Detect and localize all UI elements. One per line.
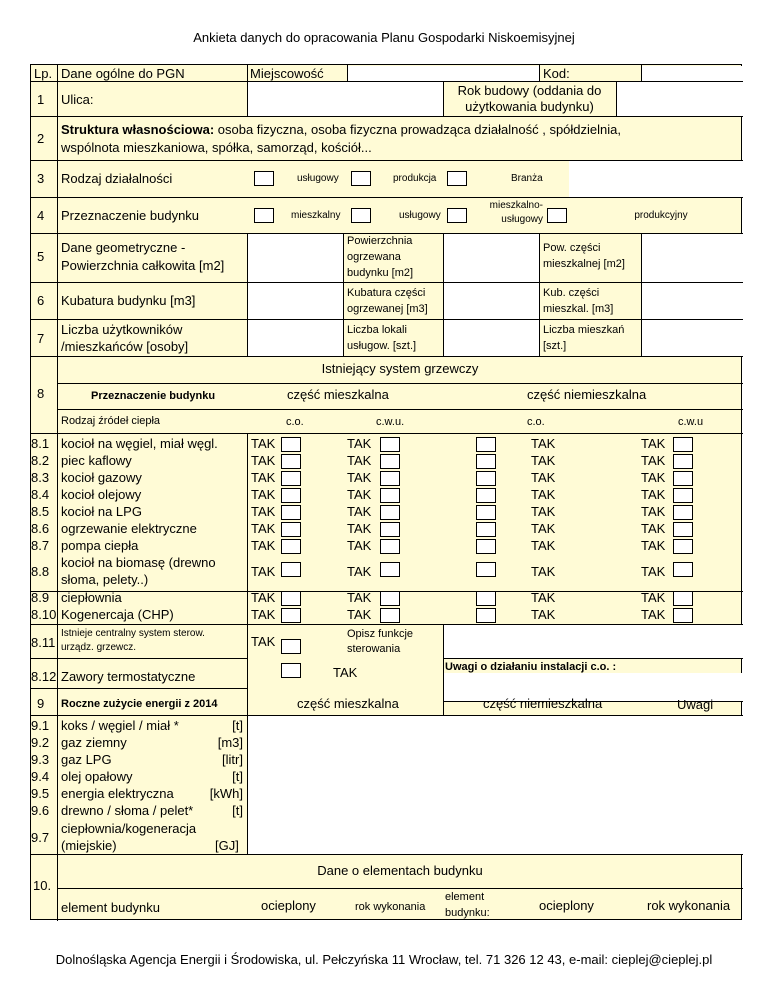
liczba-uzytkownikow-2: /mieszkańców [osoby] bbox=[61, 339, 189, 354]
tak-co2-src-2: TAK bbox=[531, 453, 556, 468]
lp-src-1: 8.1 bbox=[31, 436, 50, 451]
name-src-5: kocioł na LPG bbox=[61, 504, 142, 519]
tak-8-8-co: TAK bbox=[251, 564, 276, 579]
unit-energy-5: [kWh] bbox=[209, 786, 243, 801]
tak-cwu-src-3: TAK bbox=[347, 470, 372, 485]
tak-co-r89: TAK bbox=[251, 590, 276, 605]
tak-co-src-1: TAK bbox=[251, 436, 276, 451]
checkbox-co-src-4[interactable] bbox=[281, 488, 301, 503]
opt-produkcja: produkcja bbox=[393, 173, 437, 184]
checkbox-8-8-cwu[interactable] bbox=[380, 562, 400, 577]
opt-uslugowy-2: usługowy bbox=[399, 210, 441, 221]
kub-ogrzewana-2: ogrzewanej [m3] bbox=[347, 303, 428, 315]
element-budynku-label: element budynku bbox=[61, 900, 161, 915]
lp-src-7: 8.7 bbox=[31, 538, 50, 553]
tak-co-src-5: TAK bbox=[251, 504, 276, 519]
checkbox-produkcyjny[interactable] bbox=[547, 208, 567, 223]
tak-cwu2-r89: TAK bbox=[641, 590, 666, 605]
tak-cwu-src-5: TAK bbox=[347, 504, 372, 519]
input-kubatura[interactable] bbox=[247, 283, 343, 319]
tak-co2-src-3: TAK bbox=[531, 470, 556, 485]
przeznaczenie-label: Przeznaczenie budynku bbox=[61, 208, 200, 223]
tak-cwu2-src-3: TAK bbox=[641, 470, 666, 485]
opisz-funkcje-2: sterowania bbox=[347, 643, 401, 655]
tak-co2-r89: TAK bbox=[531, 590, 556, 605]
input-ulica[interactable] bbox=[247, 82, 443, 116]
checkbox-cwu2-r810[interactable] bbox=[673, 608, 693, 623]
name-src-4: kocioł olejowy bbox=[61, 487, 142, 502]
tak-8-8-cwu2: TAK bbox=[641, 564, 666, 579]
opt-mieszkalny: mieszkalny bbox=[291, 210, 341, 221]
checkbox-co2-r89[interactable] bbox=[476, 591, 496, 606]
lp-energy-1: 9.1 bbox=[31, 718, 50, 733]
checkbox-cwu-src-3[interactable] bbox=[380, 471, 400, 486]
input-liczba-uzytkownikow[interactable] bbox=[247, 320, 343, 356]
kod-label: Kod: bbox=[543, 66, 570, 81]
kubatura-label: Kubatura budynku [m3] bbox=[61, 293, 196, 308]
tak-cwu2-src-5: TAK bbox=[641, 504, 666, 519]
przeznaczenie-budynku-label: Przeznaczenie budynku bbox=[91, 390, 216, 402]
lp-1: 1 bbox=[37, 92, 45, 107]
ulica-label: Ulica: bbox=[61, 92, 94, 107]
name-src-2: piec kaflowy bbox=[61, 453, 132, 468]
checkbox-produkcja[interactable] bbox=[351, 171, 371, 186]
lp-src-3: 8.3 bbox=[31, 470, 50, 485]
name-energy-4: olej opałowy bbox=[61, 769, 133, 784]
tak-co-src-3: TAK bbox=[251, 470, 276, 485]
tak-zawory: TAK bbox=[333, 665, 358, 680]
checkbox-cwu-src-6[interactable] bbox=[380, 522, 400, 537]
tak-cwu2-src-4: TAK bbox=[641, 487, 666, 502]
checkbox-mieszkalny[interactable] bbox=[254, 208, 274, 223]
checkbox-cwu2-r89[interactable] bbox=[673, 591, 693, 606]
name-energy-3: gaz LPG bbox=[61, 752, 112, 767]
rok-budowy-label-1: Rok budowy (oddania do bbox=[457, 83, 602, 98]
checkbox-uslugowy[interactable] bbox=[254, 171, 274, 186]
input-pow-mieszkalna[interactable] bbox=[641, 234, 742, 282]
lp-4: 4 bbox=[37, 208, 45, 223]
name-src-1: kocioł na węgiel, miał węgl. bbox=[61, 436, 218, 451]
tak-cwu2-r810: TAK bbox=[641, 607, 666, 622]
cwu-header-2: c.w.u bbox=[678, 416, 704, 428]
name-energy-1: koks / węgiel / miał * bbox=[61, 718, 179, 733]
checkbox-uslugowy-2[interactable] bbox=[351, 208, 371, 223]
lp-energy-5: 9.5 bbox=[31, 786, 50, 801]
checkbox-cwu-r89[interactable] bbox=[380, 591, 400, 606]
zuzycie-niemieszkalna: część niemieszkalna bbox=[483, 696, 603, 711]
struktura-bold: Struktura własnościowa: bbox=[61, 122, 215, 137]
checkbox-co2-src-2[interactable] bbox=[476, 454, 496, 469]
checkbox-branza[interactable] bbox=[447, 171, 467, 186]
checkbox-8-8-co2[interactable] bbox=[476, 562, 496, 577]
name-energy-6: drewno / słoma / pelet* bbox=[61, 803, 194, 818]
cieplownia-unit: [GJ] bbox=[215, 838, 239, 853]
checkbox-cwu-src-7[interactable] bbox=[380, 539, 400, 554]
opt-produkcyjny: produkcyjny bbox=[634, 210, 688, 221]
liczba-uzytkownikow-1: Liczba użytkowników bbox=[61, 322, 183, 337]
czesc-niemieszkalna-header: część niemieszkalna bbox=[527, 387, 647, 402]
tak-co-src-2: TAK bbox=[251, 453, 276, 468]
lp-8-8: 8.8 bbox=[31, 564, 50, 579]
checkbox-co-src-2[interactable] bbox=[281, 454, 301, 469]
checkbox-co2-src-6[interactable] bbox=[476, 522, 496, 537]
tak-co2-r810: TAK bbox=[531, 607, 556, 622]
tak-cwu-src-6: TAK bbox=[347, 521, 372, 536]
dane-o-elementach-title: Dane o elementach budynku bbox=[317, 863, 483, 878]
rodzaj-zrodel-label: Rodzaj źródeł ciepła bbox=[61, 415, 161, 427]
checkbox-mieszkalno-uslugowy[interactable] bbox=[447, 208, 467, 223]
tak-cwu-src-4: TAK bbox=[347, 487, 372, 502]
dane-ogolne-label: Dane ogólne do PGN bbox=[61, 66, 185, 81]
tak-cwu-src-1: TAK bbox=[347, 436, 372, 451]
struktura-line-1 bbox=[61, 122, 621, 138]
name-energy-2: gaz ziemny bbox=[61, 735, 127, 750]
unit-energy-6: [t] bbox=[232, 803, 243, 818]
checkbox-co-src-6[interactable] bbox=[281, 522, 301, 537]
checkbox-co-src-5[interactable] bbox=[281, 505, 301, 520]
checkbox-cwu2-src-4[interactable] bbox=[673, 488, 693, 503]
checkbox-cwu2-src-7[interactable] bbox=[673, 539, 693, 554]
pow-ogrzewana-1: Powierzchnia bbox=[347, 235, 413, 247]
name-r810: Kogenercaja (CHP) bbox=[61, 607, 174, 622]
opt-mieszkalno-1: mieszkalno- bbox=[489, 200, 543, 211]
checkbox-cwu-src-5[interactable] bbox=[380, 505, 400, 520]
checkbox-cwu-src-2[interactable] bbox=[380, 454, 400, 469]
lp-2: 2 bbox=[37, 131, 45, 146]
lp-src-2: 8.2 bbox=[31, 453, 50, 468]
liczba-lokali-1: Liczba lokali bbox=[347, 324, 407, 336]
ocieplony-label-2: ocieplony bbox=[539, 898, 594, 913]
rodzaj-dzialalnosci-label: Rodzaj działalności bbox=[61, 171, 173, 186]
istniejacy-system-title: Istniejący system grzewczy bbox=[321, 361, 479, 376]
checkbox-8-11[interactable] bbox=[281, 639, 301, 654]
checkbox-co2-r810[interactable] bbox=[476, 608, 496, 623]
checkbox-cwu-r810[interactable] bbox=[380, 608, 400, 623]
lp-10: 10. bbox=[33, 878, 52, 893]
struktura-line-2: wspólnota mieszkaniowa, spółka, samorząd, kościół... bbox=[61, 140, 372, 155]
checkbox-co2-src-3[interactable] bbox=[476, 471, 496, 486]
checkbox-cwu2-src-1[interactable] bbox=[673, 437, 693, 452]
checkbox-cwu2-src-5[interactable] bbox=[673, 505, 693, 520]
centralny-system-1: Istnieje centralny system sterow. bbox=[61, 628, 205, 639]
opt-mieszkalno-2: usługowy bbox=[501, 214, 543, 225]
liczba-mieszkan-2: [szt.] bbox=[543, 340, 567, 352]
zawory-label: Zawory termostatyczne bbox=[61, 669, 196, 684]
tak-co-src-7: TAK bbox=[251, 538, 276, 553]
checkbox-cwu2-src-3[interactable] bbox=[673, 471, 693, 486]
input-kub-ogrzewana[interactable] bbox=[443, 283, 539, 319]
checkbox-co2-src-1[interactable] bbox=[476, 437, 496, 452]
name-src-7: pompa ciepła bbox=[61, 538, 139, 553]
lp-header: Lp. bbox=[34, 66, 53, 81]
tak-co2-src-7: TAK bbox=[531, 538, 556, 553]
input-branza[interactable] bbox=[569, 161, 742, 197]
tak-co2-src-1: TAK bbox=[531, 436, 556, 451]
input-kod[interactable] bbox=[641, 66, 742, 81]
liczba-mieszkan-1: Liczba mieszkań bbox=[543, 324, 625, 336]
rok-budowy-label-2: użytkowania budynku) bbox=[465, 99, 594, 114]
tak-co-src-6: TAK bbox=[251, 521, 276, 536]
tak-co2-src-6: TAK bbox=[531, 521, 556, 536]
lp-energy-3: 9.3 bbox=[31, 752, 50, 767]
page-footer: Dolnośląska Agencja Energii i Środowiska, ul. Pełczyńska 11 Wrocław, tel. 71 326 12 43, e-mail: cieplej@cieplej.pl bbox=[55, 952, 713, 967]
rok-wykonania-label: rok wykonania bbox=[355, 901, 426, 913]
lp-5: 5 bbox=[37, 249, 45, 264]
input-rok-budowy[interactable] bbox=[616, 82, 742, 116]
lp-9-7: 9.7 bbox=[31, 830, 50, 845]
input-liczba-lokali[interactable] bbox=[443, 320, 539, 356]
tak-cwu-src-7: TAK bbox=[347, 538, 372, 553]
checkbox-co-src-3[interactable] bbox=[281, 471, 301, 486]
ocieplony-label: ocieplony bbox=[261, 898, 316, 913]
pow-ogrzewana-3: budynku [m2] bbox=[347, 267, 414, 279]
lp-7: 7 bbox=[37, 331, 45, 346]
checkbox-8-8-cwu2[interactable] bbox=[673, 562, 693, 577]
input-pow-ogrzewana[interactable] bbox=[443, 234, 539, 282]
lp-6: 6 bbox=[37, 293, 45, 308]
checkbox-co2-src-5[interactable] bbox=[476, 505, 496, 520]
checkbox-co-r810[interactable] bbox=[281, 608, 301, 623]
tak-co-src-4: TAK bbox=[251, 487, 276, 502]
kub-mieszkalna-1: Kub. części bbox=[543, 287, 600, 299]
checkbox-co-src-7[interactable] bbox=[281, 539, 301, 554]
name-r89: ciepłownia bbox=[61, 590, 122, 605]
dane-geometryczne-2: Powierzchnia całkowita [m2] bbox=[61, 258, 225, 273]
cwu-header: c.w.u. bbox=[376, 416, 405, 428]
unit-energy-4: [t] bbox=[232, 769, 243, 784]
pow-ogrzewana-2: ogrzewana bbox=[347, 251, 401, 263]
checkbox-co-src-1[interactable] bbox=[281, 437, 301, 452]
lp-src-5: 8.5 bbox=[31, 504, 50, 519]
tak-cwu-src-2: TAK bbox=[347, 453, 372, 468]
zuzycie-mieszkalna: część mieszkalna bbox=[297, 696, 399, 711]
page-header: Ankieta danych do opracowania Planu Gospodarki Niskoemisyjnej bbox=[193, 30, 575, 45]
lp-8: 8 bbox=[37, 386, 45, 401]
checkbox-cwu-src-4[interactable] bbox=[380, 488, 400, 503]
tak-cwu-r810: TAK bbox=[347, 607, 372, 622]
name-src-6: ogrzewanie elektryczne bbox=[61, 521, 197, 536]
struktura-text1: osoba fizyczna, osoba fizyczna prowadząca działalność , spółdzielnia, bbox=[214, 122, 621, 137]
tak-cwu2-src-7: TAK bbox=[641, 538, 666, 553]
lp-9: 9 bbox=[37, 696, 45, 711]
name-src-3: kocioł gazowy bbox=[61, 470, 142, 485]
tak-8-8-cwu: TAK bbox=[347, 564, 372, 579]
lp-energy-4: 9.4 bbox=[31, 769, 50, 784]
tak-cwu2-src-1: TAK bbox=[641, 436, 666, 451]
checkbox-co2-src-7[interactable] bbox=[476, 539, 496, 554]
dane-geometryczne-1: Dane geometryczne - bbox=[61, 240, 186, 255]
pow-mieszkalna-2: mieszkalnej [m2] bbox=[543, 258, 625, 270]
cieplownia-kogeneracja-2: (miejskie) bbox=[61, 838, 117, 853]
pow-mieszkalna-1: Pow. części bbox=[543, 242, 601, 254]
input-miejscowosc[interactable] bbox=[347, 66, 539, 81]
lp-3: 3 bbox=[37, 171, 45, 186]
czesc-mieszkalna-header: część mieszkalna bbox=[287, 387, 389, 402]
miejscowosc-label: Miejscowość bbox=[250, 66, 324, 81]
opt-branza: Branża bbox=[511, 173, 543, 184]
checkbox-cwu2-src-6[interactable] bbox=[673, 522, 693, 537]
checkbox-co-r89[interactable] bbox=[281, 591, 301, 606]
lp-r810: 8.10 bbox=[31, 607, 57, 622]
lp-src-4: 8.4 bbox=[31, 487, 50, 502]
co-header-2: c.o. bbox=[527, 416, 545, 428]
tak-8-8-co2: TAK bbox=[531, 564, 556, 579]
unit-energy-1: [t] bbox=[232, 718, 243, 733]
input-kub-mieszkalna[interactable] bbox=[641, 283, 742, 319]
tak-cwu-r89: TAK bbox=[347, 590, 372, 605]
co-header: c.o. bbox=[286, 416, 304, 428]
lp-energy-2: 9.2 bbox=[31, 735, 50, 750]
rok-wykonania-label-2: rok wykonania bbox=[647, 898, 731, 913]
tak-co2-src-4: TAK bbox=[531, 487, 556, 502]
checkbox-8-8-co[interactable] bbox=[281, 562, 301, 577]
lp-8-11: 8.11 bbox=[31, 635, 56, 650]
checkbox-co2-src-4[interactable] bbox=[476, 488, 496, 503]
opisz-funkcje-1: Opisz funkcje bbox=[347, 628, 414, 640]
unit-energy-2: [m3] bbox=[217, 735, 243, 750]
name-energy-5: energia elektryczna bbox=[61, 786, 174, 801]
tak-co2-src-5: TAK bbox=[531, 504, 556, 519]
survey-table bbox=[30, 64, 742, 920]
tak-co-r810: TAK bbox=[251, 607, 276, 622]
input-zuzycie[interactable] bbox=[247, 715, 742, 854]
uwagi-co-label: Uwagi o działaniu instalacji c.o. : bbox=[445, 661, 617, 673]
checkbox-zawory[interactable] bbox=[281, 663, 301, 678]
input-pow-calkowita[interactable] bbox=[247, 234, 343, 282]
unit-energy-3: [litr] bbox=[222, 752, 243, 767]
tak-8-11: TAK bbox=[251, 634, 276, 649]
opt-uslugowy: usługowy bbox=[297, 173, 339, 184]
kub-mieszkalna-2: mieszkal. [m3] bbox=[543, 303, 614, 315]
checkbox-cwu2-src-2[interactable] bbox=[673, 454, 693, 469]
input-opis-sterowania[interactable] bbox=[443, 625, 742, 658]
lp-8-12: 8.12 bbox=[31, 669, 57, 684]
cieplownia-kogeneracja-1: ciepłownia/kogeneracja bbox=[61, 821, 197, 836]
roczne-zuzycie-label: Roczne zużycie energii z 2014 bbox=[61, 698, 218, 710]
liczba-lokali-2: usługow. [szt.] bbox=[347, 340, 417, 352]
tak-cwu2-src-6: TAK bbox=[641, 521, 666, 536]
centralny-system-2: urządz. grzewcz. bbox=[61, 642, 137, 653]
element-label-1: element bbox=[445, 891, 485, 903]
lp-r89: 8.9 bbox=[31, 590, 50, 605]
input-liczba-mieszkan[interactable] bbox=[641, 320, 742, 356]
tak-cwu2-src-2: TAK bbox=[641, 453, 666, 468]
lp-energy-6: 9.6 bbox=[31, 803, 50, 818]
zuzycie-uwagi: Uwagi bbox=[677, 697, 714, 712]
checkbox-cwu-src-1[interactable] bbox=[380, 437, 400, 452]
element-label-2: budynku: bbox=[445, 907, 490, 919]
lp-src-6: 8.6 bbox=[31, 521, 50, 536]
kub-ogrzewana-1: Kubatura części bbox=[347, 287, 426, 299]
biomasa-2: słoma, pelety..) bbox=[61, 572, 149, 587]
biomasa-1: kocioł na biomasę (drewno bbox=[61, 555, 216, 570]
